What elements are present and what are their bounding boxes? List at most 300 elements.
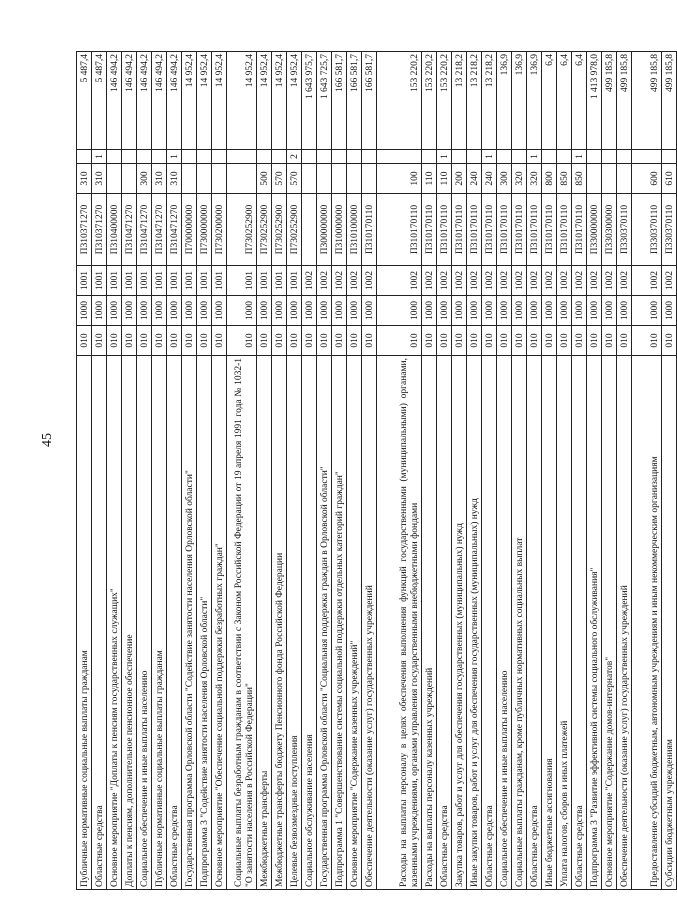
expense-type-cell <box>332 164 347 194</box>
funding-source-cell <box>362 150 377 164</box>
subsection-code-cell: 1002 <box>542 266 557 296</box>
funding-source-cell: 1 <box>92 150 107 164</box>
section-code-cell: 1000 <box>422 296 437 326</box>
target-article-cell: П730252900 <box>272 194 287 266</box>
row-name-cell: Подпрограмма 3 "Содействие занятости населения Орловской области" <box>197 356 212 890</box>
budget-table <box>76 51 677 890</box>
amount-cell: 6,4 <box>542 52 557 150</box>
amount-cell: 6,4 <box>572 52 587 150</box>
amount-cell: 14 952,4 <box>272 52 287 150</box>
target-article-cell: П310371270 <box>92 194 107 266</box>
expense-type-cell: 200 <box>452 164 467 194</box>
table-row <box>152 52 167 890</box>
table-row <box>617 52 632 890</box>
ministry-code-cell: 010 <box>212 326 227 356</box>
section-code-cell: 1000 <box>317 296 332 326</box>
table-row <box>572 52 587 890</box>
expense-type-cell: 320 <box>527 164 542 194</box>
section-code-cell: 1000 <box>257 296 272 326</box>
row-name-cell: Обеспечение деятельности (оказание услуг) государственных учреждений <box>362 356 377 890</box>
amount-cell: 14 952,4 <box>182 52 197 150</box>
row-name-cell: Расходы на выплаты персоналу казенных учреждений <box>422 356 437 890</box>
funding-source-cell <box>107 150 122 164</box>
section-code-cell: 1000 <box>437 296 452 326</box>
funding-source-cell: 1 <box>482 150 497 164</box>
row-name-cell: Расходы на выплаты персоналу в целях обеспечения выполнения функций государственными (муниципальными) органами, казенными учреждениями, органами управления государственными внебюджетными фондами <box>377 356 422 890</box>
expense-type-cell: 320 <box>512 164 527 194</box>
funding-source-cell <box>512 150 527 164</box>
section-code-cell: 1000 <box>287 296 302 326</box>
ministry-code-cell: 010 <box>632 326 662 356</box>
section-code-cell: 1000 <box>587 296 602 326</box>
row-name-cell: Социальные выплаты безработным гражданам в соответствии с Законом Российской Федерации от 19 апреля 1991 года № 1032-1 "О занятости населения в Российской Федерации" <box>227 356 257 890</box>
target-article-cell: П310170110 <box>542 194 557 266</box>
funding-source-cell <box>227 150 257 164</box>
section-code-cell: 1000 <box>362 296 377 326</box>
ministry-code-cell: 010 <box>662 326 677 356</box>
funding-source-cell <box>632 150 662 164</box>
ministry-code-cell: 010 <box>272 326 287 356</box>
amount-cell: 13 218,2 <box>482 52 497 150</box>
expense-type-cell <box>182 164 197 194</box>
target-article-cell: П310471270 <box>122 194 137 266</box>
expense-type-cell: 310 <box>92 164 107 194</box>
amount-cell: 14 952,4 <box>257 52 272 150</box>
expense-type-cell: 240 <box>482 164 497 194</box>
target-article-cell: П310471270 <box>167 194 182 266</box>
table-row <box>662 52 677 890</box>
section-code-cell: 1000 <box>197 296 212 326</box>
row-name-cell: Основное мероприятие "Содержание домов-интернатов" <box>602 356 617 890</box>
amount-cell: 499 185,8 <box>632 52 662 150</box>
ministry-code-cell: 010 <box>482 326 497 356</box>
subsection-code-cell: 1002 <box>302 266 317 296</box>
section-code-cell: 1000 <box>212 296 227 326</box>
subsection-code-cell: 1002 <box>452 266 467 296</box>
amount-cell: 499 185,8 <box>617 52 632 150</box>
row-name-cell: Публичные нормативные социальные выплаты гражданам <box>77 356 92 890</box>
table-row <box>467 52 482 890</box>
amount-cell: 146 494,2 <box>167 52 182 150</box>
subsection-code-cell: 1001 <box>152 266 167 296</box>
row-name-cell: Государственная программа Орловской области "Содействие занятости населения Орловской области" <box>182 356 197 890</box>
subsection-code-cell: 1002 <box>482 266 497 296</box>
subsection-code-cell: 1002 <box>557 266 572 296</box>
target-article-cell: П310371270 <box>77 194 92 266</box>
expense-type-cell: 610 <box>662 164 677 194</box>
ministry-code-cell: 010 <box>107 326 122 356</box>
funding-source-cell: 1 <box>527 150 542 164</box>
row-name-cell: Доплаты к пенсиям, дополнительное пенсионное обеспечение <box>122 356 137 890</box>
amount-cell: 146 494,2 <box>137 52 152 150</box>
section-code-cell: 1000 <box>377 296 422 326</box>
subsection-code-cell: 1002 <box>602 266 617 296</box>
amount-cell: 14 952,4 <box>197 52 212 150</box>
table-row <box>527 52 542 890</box>
funding-source-cell <box>497 150 512 164</box>
row-name-cell: Обеспечение деятельности (оказание услуг) государственных учреждений <box>617 356 632 890</box>
funding-source-cell: 1 <box>437 150 452 164</box>
section-code-cell: 1000 <box>122 296 137 326</box>
amount-cell: 14 952,4 <box>287 52 302 150</box>
subsection-code-cell: 1001 <box>197 266 212 296</box>
row-name-cell: Основное мероприятие "Содержание казенных учреждений" <box>347 356 362 890</box>
amount-cell: 13 218,2 <box>467 52 482 150</box>
target-article-cell: П730200000 <box>212 194 227 266</box>
ministry-code-cell: 010 <box>182 326 197 356</box>
target-article-cell: П310170110 <box>497 194 512 266</box>
target-article-cell: П310170110 <box>482 194 497 266</box>
section-code-cell: 1000 <box>167 296 182 326</box>
amount-cell: 499 185,8 <box>602 52 617 150</box>
ministry-code-cell: 010 <box>527 326 542 356</box>
expense-type-cell <box>212 164 227 194</box>
row-name-cell: Подпрограмма 1 "Совершенствование системы социальной поддержки отдельных категорий граждан" <box>332 356 347 890</box>
table-row <box>437 52 452 890</box>
row-name-cell: Социальное обеспечение и иные выплаты населению <box>497 356 512 890</box>
ministry-code-cell: 010 <box>332 326 347 356</box>
section-code-cell: 1000 <box>527 296 542 326</box>
funding-source-cell <box>467 150 482 164</box>
table-row <box>167 52 182 890</box>
row-name-cell: Закупка товаров, работ и услуг для обеспечения государственных (муниципальных) нужд <box>452 356 467 890</box>
table-row <box>557 52 572 890</box>
row-name-cell: Основное мероприятие "Обеспечение социальной поддержки безработных граждан" <box>212 356 227 890</box>
ministry-code-cell: 010 <box>167 326 182 356</box>
ministry-code-cell: 010 <box>257 326 272 356</box>
funding-source-cell <box>257 150 272 164</box>
row-name-cell: Публичные нормативные социальные выплаты гражданам <box>152 356 167 890</box>
subsection-code-cell: 1002 <box>467 266 482 296</box>
table-row <box>332 52 347 890</box>
subsection-code-cell: 1002 <box>662 266 677 296</box>
row-name-cell: Субсидии бюджетным учреждениям <box>662 356 677 890</box>
amount-cell: 136,9 <box>527 52 542 150</box>
amount-cell: 166 581,7 <box>347 52 362 150</box>
table-row <box>272 52 287 890</box>
row-name-cell: Областные средства <box>482 356 497 890</box>
section-code-cell: 1000 <box>602 296 617 326</box>
section-code-cell: 1000 <box>152 296 167 326</box>
subsection-code-cell: 1002 <box>512 266 527 296</box>
ministry-code-cell: 010 <box>347 326 362 356</box>
ministry-code-cell: 010 <box>602 326 617 356</box>
target-article-cell: П730252900 <box>257 194 272 266</box>
target-article-cell: П310170110 <box>362 194 377 266</box>
funding-source-cell <box>347 150 362 164</box>
subsection-code-cell: 1002 <box>587 266 602 296</box>
section-code-cell: 1000 <box>302 296 317 326</box>
table-row <box>542 52 557 890</box>
row-name-cell: Основное мероприятие "Доплаты к пенсиям государственных служащих" <box>107 356 122 890</box>
amount-cell: 153 220,2 <box>377 52 422 150</box>
expense-type-cell: 110 <box>437 164 452 194</box>
expense-type-cell <box>587 164 602 194</box>
target-article-cell: П310170110 <box>557 194 572 266</box>
ministry-code-cell: 010 <box>452 326 467 356</box>
subsection-code-cell: 1001 <box>167 266 182 296</box>
section-code-cell: 1000 <box>77 296 92 326</box>
funding-source-cell <box>212 150 227 164</box>
amount-cell: 136,9 <box>497 52 512 150</box>
subsection-code-cell: 1001 <box>227 266 257 296</box>
amount-cell: 6,4 <box>557 52 572 150</box>
section-code-cell: 1000 <box>137 296 152 326</box>
expense-type-cell: 310 <box>167 164 182 194</box>
amount-cell: 136,9 <box>512 52 527 150</box>
subsection-code-cell: 1002 <box>497 266 512 296</box>
section-code-cell: 1000 <box>332 296 347 326</box>
subsection-code-cell: 1001 <box>182 266 197 296</box>
section-code-cell: 1000 <box>542 296 557 326</box>
funding-source-cell <box>587 150 602 164</box>
row-name-cell: Областные средства <box>437 356 452 890</box>
expense-type-cell: 110 <box>422 164 437 194</box>
amount-cell: 5 487,4 <box>92 52 107 150</box>
amount-cell: 153 220,2 <box>437 52 452 150</box>
amount-cell: 499 185,8 <box>662 52 677 150</box>
amount-cell: 14 952,4 <box>227 52 257 150</box>
section-code-cell: 1000 <box>272 296 287 326</box>
row-name-cell: Областные средства <box>167 356 182 890</box>
ministry-code-cell: 010 <box>197 326 212 356</box>
funding-source-cell <box>452 150 467 164</box>
expense-type-cell: 100 <box>377 164 422 194</box>
table-row <box>287 52 302 890</box>
subsection-code-cell: 1001 <box>272 266 287 296</box>
table-row <box>212 52 227 890</box>
table-row <box>347 52 362 890</box>
expense-type-cell <box>197 164 212 194</box>
table-row <box>197 52 212 890</box>
table-row <box>482 52 497 890</box>
subsection-code-cell: 1001 <box>257 266 272 296</box>
expense-type-cell: 570 <box>272 164 287 194</box>
section-code-cell: 1000 <box>617 296 632 326</box>
row-name-cell: Социальное обслуживание населения <box>302 356 317 890</box>
expense-type-cell <box>362 164 377 194</box>
expense-type-cell <box>302 164 317 194</box>
ministry-code-cell: 010 <box>137 326 152 356</box>
target-article-cell: П310400000 <box>107 194 122 266</box>
section-code-cell: 1000 <box>452 296 467 326</box>
ministry-code-cell: 010 <box>317 326 332 356</box>
row-name-cell: Подпрограмма 3 "Развитие эффективной системы социального обслуживания" <box>587 356 602 890</box>
ministry-code-cell: 010 <box>377 326 422 356</box>
funding-source-cell: 1 <box>572 150 587 164</box>
target-article-cell: П310170110 <box>467 194 482 266</box>
expense-type-cell: 850 <box>557 164 572 194</box>
section-code-cell: 1000 <box>182 296 197 326</box>
ministry-code-cell: 010 <box>362 326 377 356</box>
section-code-cell: 1000 <box>497 296 512 326</box>
section-code-cell: 1000 <box>572 296 587 326</box>
expense-type-cell: 240 <box>467 164 482 194</box>
target-article-cell: П700000000 <box>182 194 197 266</box>
ministry-code-cell: 010 <box>302 326 317 356</box>
funding-source-cell: 1 <box>167 150 182 164</box>
table-row <box>587 52 602 890</box>
target-article-cell: П330370110 <box>662 194 677 266</box>
table-row <box>227 52 257 890</box>
funding-source-cell <box>422 150 437 164</box>
section-code-cell: 1000 <box>632 296 662 326</box>
expense-type-cell: 310 <box>77 164 92 194</box>
row-name-cell: Межбюджетные трансферты <box>257 356 272 890</box>
target-article-cell: П310170110 <box>377 194 422 266</box>
funding-source-cell: 2 <box>287 150 302 164</box>
ministry-code-cell: 010 <box>122 326 137 356</box>
ministry-code-cell: 010 <box>92 326 107 356</box>
table-row <box>317 52 332 890</box>
funding-source-cell <box>557 150 572 164</box>
funding-source-cell <box>542 150 557 164</box>
ministry-code-cell: 010 <box>422 326 437 356</box>
subsection-code-cell: 1002 <box>422 266 437 296</box>
table-row <box>137 52 152 890</box>
funding-source-cell <box>137 150 152 164</box>
budget-table-container <box>76 52 677 890</box>
ministry-code-cell: 010 <box>587 326 602 356</box>
subsection-code-cell: 1002 <box>332 266 347 296</box>
table-row <box>512 52 527 890</box>
subsection-code-cell: 1001 <box>212 266 227 296</box>
target-article-cell: П310100000 <box>347 194 362 266</box>
amount-cell: 146 494,2 <box>107 52 122 150</box>
target-article-cell: П730252900 <box>227 194 257 266</box>
subsection-code-cell: 1001 <box>287 266 302 296</box>
funding-source-cell <box>302 150 317 164</box>
subsection-code-cell: 1001 <box>107 266 122 296</box>
row-name-cell: Предоставление субсидий бюджетным, автономным учреждениям и иным некоммерческим организациям <box>632 356 662 890</box>
target-article-cell <box>302 194 317 266</box>
funding-source-cell <box>317 150 332 164</box>
subsection-code-cell: 1002 <box>632 266 662 296</box>
amount-cell: 166 581,7 <box>362 52 377 150</box>
expense-type-cell <box>347 164 362 194</box>
funding-source-cell <box>272 150 287 164</box>
funding-source-cell <box>662 150 677 164</box>
table-row <box>107 52 122 890</box>
row-name-cell: Государственная программа Орловской области "Социальная поддержка граждан в Орловской области" <box>317 356 332 890</box>
table-row <box>632 52 662 890</box>
expense-type-cell <box>317 164 332 194</box>
target-article-cell: П310170110 <box>452 194 467 266</box>
section-code-cell: 1000 <box>107 296 122 326</box>
amount-cell: 14 952,4 <box>212 52 227 150</box>
page-number: 45 <box>40 433 55 447</box>
subsection-code-cell: 1002 <box>362 266 377 296</box>
table-row <box>497 52 512 890</box>
expense-type-cell <box>107 164 122 194</box>
expense-type-cell: 850 <box>572 164 587 194</box>
subsection-code-cell: 1002 <box>437 266 452 296</box>
row-name-cell: Межбюджетные трансферты бюджету Пенсионного фонда Российской Федерации <box>272 356 287 890</box>
section-code-cell: 1000 <box>662 296 677 326</box>
funding-source-cell <box>77 150 92 164</box>
ministry-code-cell: 010 <box>227 326 257 356</box>
funding-source-cell <box>602 150 617 164</box>
target-article-cell: П310471270 <box>137 194 152 266</box>
section-code-cell: 1000 <box>92 296 107 326</box>
table-row <box>362 52 377 890</box>
table-row <box>182 52 197 890</box>
target-article-cell: П310170110 <box>422 194 437 266</box>
subsection-code-cell: 1002 <box>617 266 632 296</box>
table-row <box>422 52 437 890</box>
row-name-cell: Уплата налогов, сборов и иных платежей <box>557 356 572 890</box>
subsection-code-cell: 1001 <box>137 266 152 296</box>
target-article-cell: П310000000 <box>332 194 347 266</box>
amount-cell: 5 487,4 <box>77 52 92 150</box>
row-name-cell: Социальные выплаты гражданам, кроме публичных нормативных социальных выплат <box>512 356 527 890</box>
target-article-cell: П330000000 <box>587 194 602 266</box>
subsection-code-cell: 1002 <box>527 266 542 296</box>
ministry-code-cell: 010 <box>572 326 587 356</box>
row-name-cell: Иные закупки товаров, работ и услуг для обеспечения государственных (муниципальных) нужд <box>467 356 482 890</box>
section-code-cell: 1000 <box>482 296 497 326</box>
ministry-code-cell: 010 <box>497 326 512 356</box>
funding-source-cell <box>152 150 167 164</box>
funding-source-cell <box>197 150 212 164</box>
table-row <box>302 52 317 890</box>
funding-source-cell <box>182 150 197 164</box>
subsection-code-cell: 1001 <box>92 266 107 296</box>
ministry-code-cell: 010 <box>542 326 557 356</box>
expense-type-cell <box>602 164 617 194</box>
target-article-cell: П310170110 <box>512 194 527 266</box>
target-article-cell: П300000000 <box>317 194 332 266</box>
subsection-code-cell: 1002 <box>347 266 362 296</box>
target-article-cell: П310170110 <box>527 194 542 266</box>
expense-type-cell: 570 <box>287 164 302 194</box>
funding-source-cell <box>617 150 632 164</box>
target-article-cell: П310170110 <box>572 194 587 266</box>
funding-source-cell <box>377 150 422 164</box>
section-code-cell: 1000 <box>347 296 362 326</box>
expense-type-cell: 310 <box>152 164 167 194</box>
budget-table-body <box>77 52 677 890</box>
ministry-code-cell: 010 <box>287 326 302 356</box>
expense-type-cell: 300 <box>497 164 512 194</box>
section-code-cell: 1000 <box>512 296 527 326</box>
expense-type-cell: 800 <box>542 164 557 194</box>
subsection-code-cell: 1002 <box>572 266 587 296</box>
funding-source-cell <box>332 150 347 164</box>
ministry-code-cell: 010 <box>152 326 167 356</box>
target-article-cell: П330370110 <box>617 194 632 266</box>
amount-cell: 1 643 725,7 <box>317 52 332 150</box>
ministry-code-cell: 010 <box>437 326 452 356</box>
target-article-cell: П330300000 <box>602 194 617 266</box>
amount-cell: 1 413 978,0 <box>587 52 602 150</box>
ministry-code-cell: 010 <box>617 326 632 356</box>
section-code-cell: 1000 <box>557 296 572 326</box>
amount-cell: 1 643 975,7 <box>302 52 317 150</box>
table-row <box>602 52 617 890</box>
amount-cell: 166 581,7 <box>332 52 347 150</box>
funding-source-cell <box>122 150 137 164</box>
row-name-cell: Социальное обеспечение и иные выплаты населению <box>137 356 152 890</box>
expense-type-cell: 600 <box>632 164 662 194</box>
ministry-code-cell: 010 <box>467 326 482 356</box>
row-name-cell: Целевые безвозмездные поступления <box>287 356 302 890</box>
subsection-code-cell: 1002 <box>317 266 332 296</box>
expense-type-cell: 500 <box>257 164 272 194</box>
section-code-cell: 1000 <box>467 296 482 326</box>
target-article-cell: П330370110 <box>632 194 662 266</box>
amount-cell: 146 494,2 <box>122 52 137 150</box>
